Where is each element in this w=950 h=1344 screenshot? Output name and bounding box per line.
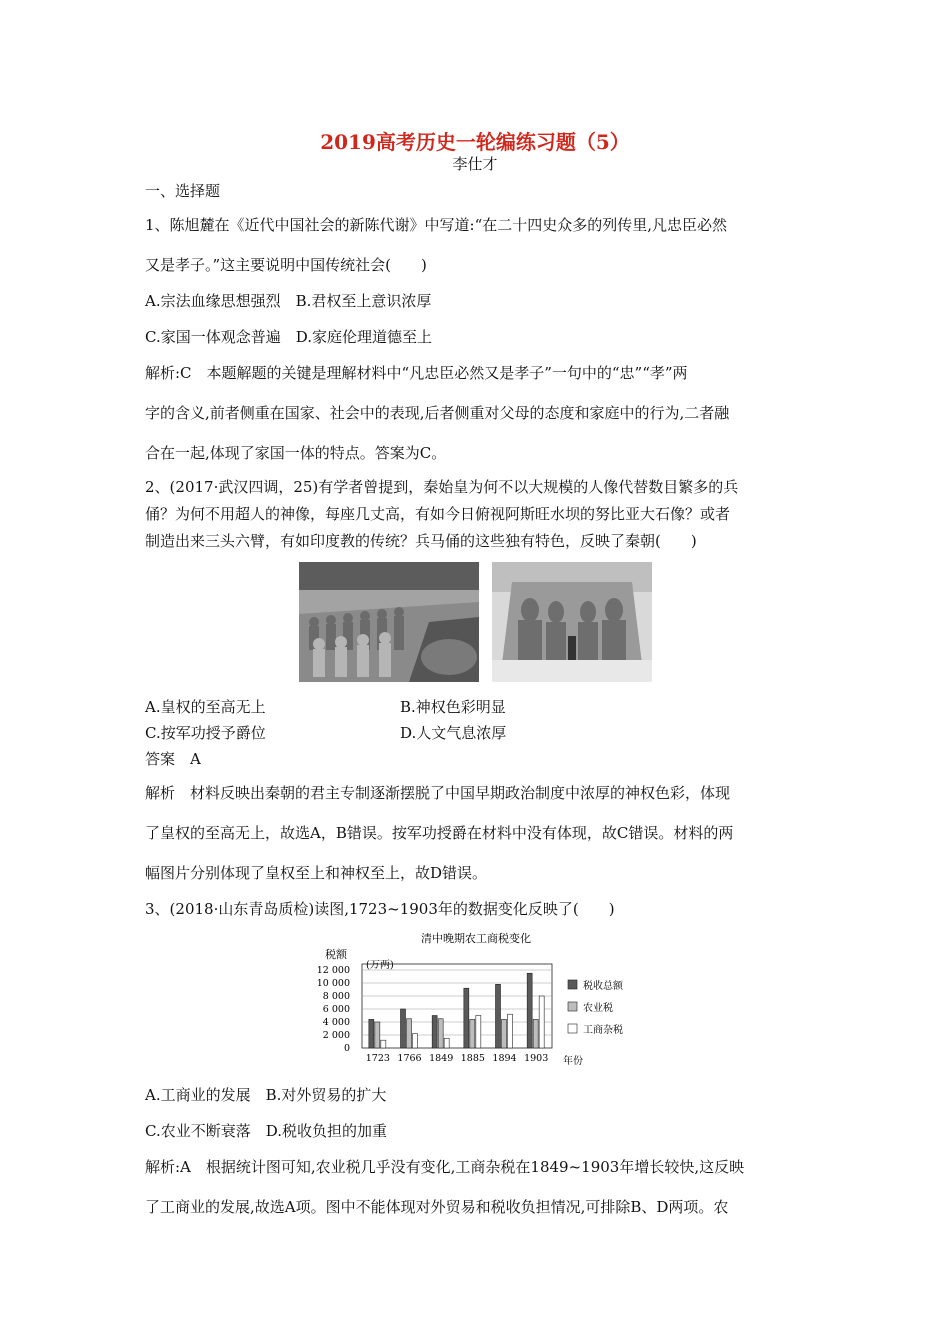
bar-农业税-1903 <box>533 1019 538 1048</box>
bar-工商杂税-1894 <box>508 1014 513 1048</box>
y-tick-label: 0 <box>343 1043 350 1054</box>
legend-label-税收总额: 税收总额 <box>583 981 623 992</box>
q3-options-cd: C.农业不断衰落 D.税收负担的加重 <box>145 1122 387 1140</box>
y-tick-label: 4 000 <box>322 1017 350 1028</box>
y-tick-label: 10 000 <box>316 978 350 989</box>
chart-plot-frame <box>362 964 552 1048</box>
q1-options-ab: A.宗法血缘思想强烈 B.君权至上意识浓厚 <box>145 292 432 310</box>
section-heading: 一、选择题 <box>145 182 221 200</box>
bar-农业税-1849 <box>438 1019 443 1048</box>
terracotta-warriors-photo <box>299 562 479 682</box>
bar-税收总额-1723 <box>369 1019 374 1048</box>
bar-农业税-1723 <box>375 1022 380 1048</box>
bar-工商杂税-1723 <box>381 1040 386 1048</box>
y-tick-label: 12 000 <box>316 965 350 976</box>
bar-税收总额-1885 <box>464 988 469 1048</box>
legend-swatch-税收总额 <box>568 980 577 989</box>
bar-税收总额-1849 <box>432 1016 437 1049</box>
bar-工商杂税-1849 <box>444 1038 449 1048</box>
q2-option-b: B.神权色彩明显 <box>400 698 506 716</box>
q2-option-d: D.人文气息浓厚 <box>400 724 507 742</box>
q2-stem-line-1: 2、(2017·武汉四调，25)有学者曾提到，秦始皇为何不以大规模的人像代替数目繁多的兵 <box>145 478 739 496</box>
bar-工商杂税-1885 <box>476 1016 481 1049</box>
x-tick-label: 1894 <box>492 1053 517 1064</box>
q3-analysis-line-2: 了工商业的发展,故选A项。图中不能体现对外贸易和税收负担情况,可排除B、D两项。农 <box>145 1198 729 1216</box>
q1-analysis-line-2: 字的含义,前者侧重在国家、社会中的表现,后者侧重对父母的态度和家庭中的行为,二者融 <box>145 404 730 422</box>
y-tick-label: 2 000 <box>322 1030 350 1041</box>
bar-农业税-1885 <box>470 1019 475 1048</box>
q2-analysis-line-2: 了皇权的至高无上，故选A，B错误。按军功授爵在材料中没有体现，故C错误。材料的两 <box>145 824 734 842</box>
bar-工商杂税-1903 <box>539 996 544 1048</box>
x-tick-label: 1903 <box>524 1053 549 1064</box>
chart-xunit: 年份 <box>563 1056 583 1067</box>
page-title: 2019高考历史一轮编练习题（5） <box>320 130 630 154</box>
q2-stem-line-3: 制造出来三头六臂，有如印度教的传统？兵马俑的这些独有特色，反映了秦朝( ) <box>145 532 697 550</box>
q3-analysis-line-1: 解析:A 根据统计图可知,农业税几乎没有变化,工商杂税在1849~1903年增长较快,这反映 <box>145 1158 745 1176</box>
q1-options-cd: C.家国一体观念普遍 D.家庭伦理道德至上 <box>145 328 432 346</box>
q2-stem-line-2: 俑？为何不用超人的神像，每座几丈高，有如今日俯视阿斯旺水坝的努比亚大石像？或者 <box>145 505 731 523</box>
bar-税收总额-1903 <box>527 973 532 1048</box>
y-tick-label: 6 000 <box>322 1004 350 1015</box>
legend-swatch-农业税 <box>568 1002 577 1011</box>
bar-工商杂税-1766 <box>413 1034 418 1048</box>
x-tick-label: 1849 <box>429 1053 454 1064</box>
q2-option-a: A.皇权的至高无上 <box>145 698 266 716</box>
bar-税收总额-1894 <box>496 984 501 1048</box>
q1-stem-line-1: 1、陈旭麓在《近代中国社会的新陈代谢》中写道:“在二十四史众多的列传里,凡忠臣必然 <box>145 216 728 234</box>
x-tick-label: 1766 <box>397 1053 422 1064</box>
q2-analysis-line-1: 解析 材料反映出秦朝的君主专制逐渐摆脱了中国早期政治制度中浓厚的神权色彩，体现 <box>145 784 731 802</box>
chart-yunit: (万两) <box>366 960 394 971</box>
y-tick-label: 8 000 <box>322 991 350 1002</box>
q2-option-c: C.按军功授予爵位 <box>145 724 266 742</box>
q3-options-ab: A.工商业的发展 B.对外贸易的扩大 <box>145 1086 387 1104</box>
q1-analysis-line-1: 解析:C 本题解题的关键是理解材料中“凡忠臣必然又是孝子”一句中的“忠”“孝”两 <box>145 364 688 382</box>
legend-label-工商杂税: 工商杂税 <box>583 1025 623 1036</box>
bar-农业税-1894 <box>502 1019 507 1048</box>
tax-bar-chart <box>300 928 660 1073</box>
bar-农业税-1766 <box>407 1019 412 1048</box>
q3-stem: 3、(2018·山东青岛质检)读图,1723~1903年的数据变化反映了( ) <box>145 900 615 918</box>
q2-answer: 答案 A <box>145 750 201 768</box>
q1-stem-line-2: 又是孝子。”这主要说明中国传统社会( ) <box>145 256 427 274</box>
legend-label-农业税: 农业税 <box>583 1003 613 1014</box>
chart-title: 清中晚期农工商税变化 <box>421 932 531 945</box>
legend-swatch-工商杂税 <box>568 1024 577 1033</box>
chart-ylabel: 税额 <box>325 948 347 961</box>
q2-analysis-line-3: 幅图片分别体现了皇权至上和神权至上，故D错误。 <box>145 864 488 882</box>
x-tick-label: 1885 <box>460 1053 485 1064</box>
author: 李仕才 <box>452 155 498 173</box>
bar-税收总额-1766 <box>401 1009 406 1048</box>
abu-simbel-photo <box>492 562 652 682</box>
q1-analysis-line-3: 合在一起,体现了家国一体的特点。答案为C。 <box>145 444 447 462</box>
x-tick-label: 1723 <box>365 1053 390 1064</box>
